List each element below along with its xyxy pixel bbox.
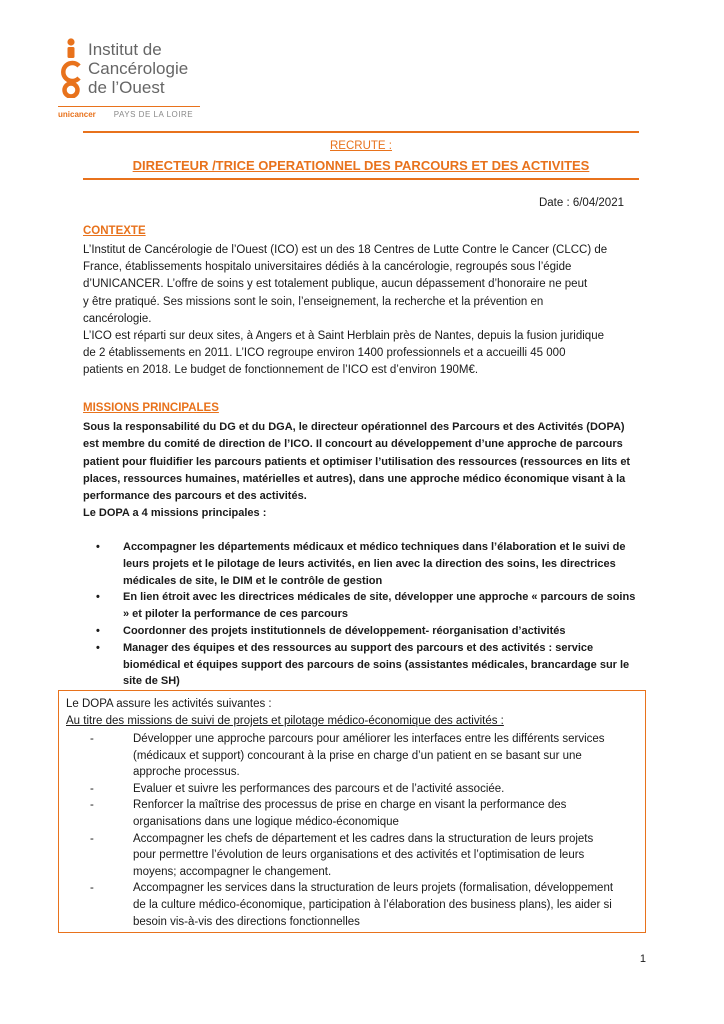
activities-intro: Le DOPA assure les activités suivantes :: [66, 698, 272, 710]
mission-bullet: [83, 640, 647, 690]
logo-name-line: Cancérologie: [88, 59, 189, 78]
bullet-line: En lien étroit avec les directrices médicales de site, développer une approche « parcours de soins: [123, 591, 636, 604]
activity-line: organisations dans une logique médico-économique: [133, 815, 399, 828]
ico-logo-mark-icon: [58, 38, 84, 98]
bullet-dot-icon: •: [96, 641, 100, 654]
missions-line: places, ressources humaines, matérielles et autres), dans une approche médico économique visant à la: [83, 472, 626, 485]
bullet-line: » et piloter la performance de ces parcours: [123, 608, 348, 621]
activity-line: Accompagner les services dans la structuration de leurs projets (formalisation, développement: [133, 882, 614, 895]
dash-marker-icon: -: [90, 882, 94, 895]
activity-line: Evaluer et suivre les performances des parcours et de l’activité associée.: [133, 782, 505, 795]
bullet-line: leurs projets et le pilotage de leurs activités, en lien avec la direction des soins, les directrices: [123, 557, 616, 570]
missions-bullet-list: [83, 539, 647, 690]
bullet-line: médicales de site, le DIM et le contrôle de gestion: [123, 574, 383, 587]
bullet-dot-icon: •: [96, 541, 100, 553]
contexte-heading: CONTEXTE: [83, 225, 146, 237]
dash-marker-icon: -: [90, 799, 94, 812]
activity-item: [84, 880, 644, 930]
bullet-line: site de SH): [123, 675, 180, 688]
contexte-line: d’UNICANCER. L’offre de soins y est totalement publique, aucun dépassement d’honoraire ne peut: [83, 278, 588, 291]
bullet-dot-icon: •: [96, 591, 100, 604]
ico-logo: [58, 38, 278, 128]
mission-bullet: [83, 623, 647, 640]
job-title: DIRECTEUR /TRICE OPERATIONNEL DES PARCOURS ET DES ACTIVITES: [132, 158, 590, 173]
unicancer-label: unicancer: [58, 110, 96, 119]
activity-item: [84, 781, 644, 798]
activity-item: [84, 797, 644, 830]
activities-subheading: Au titre des missions de suivi de projets et pilotage médico-économique des activités :: [66, 715, 504, 727]
missions-line: Le DOPA a 4 missions principales :: [83, 507, 267, 520]
contexte-line: France, établissements hospitalo universitaires dédiés à la cancérologie, regroupés sous l’égide: [83, 261, 572, 274]
missions-line: performance des parcours et des activités.: [83, 490, 307, 503]
activity-item: [84, 831, 644, 881]
dash-marker-icon: -: [90, 782, 94, 795]
mission-bullet: [83, 539, 647, 589]
logo-name-line: de l’Ouest: [88, 78, 165, 97]
contexte-line: patients en 2018. Le budget de fonctionnement de l’ICO est d’environ 190M€.: [83, 364, 479, 377]
activity-line: besoin vis-à-vis des directions fonctionnelles: [133, 915, 360, 928]
bullet-line: Accompagner les départements médicaux et médico techniques dans l’élaboration et le suivi de: [123, 541, 626, 553]
recrute-label: RECRUTE :: [330, 140, 392, 152]
logo-name-line: Institut de: [88, 40, 162, 59]
missions-intro: [83, 419, 647, 523]
header-rule-top: [83, 131, 639, 133]
logo-divider: [58, 106, 200, 107]
logo-network: [58, 110, 193, 119]
page-number: 1: [639, 953, 646, 965]
contexte-paragraph: [83, 242, 647, 380]
activities-list: [84, 731, 644, 930]
activities-box: [58, 690, 646, 933]
missions-heading: MISSIONS PRINCIPALES: [83, 402, 219, 414]
contexte-line: L’Institut de Cancérologie de l’Ouest (ICO) est un des 18 Centres de Lutte Contre le Cancer (CLCC) de: [83, 244, 608, 256]
contexte-line: L’ICO est réparti sur deux sites, à Angers et à Saint Herblain près de Nantes, depuis la fusion juridique: [83, 330, 604, 343]
bullet-line: biomédical et équipes support des parcours de soins (assistantes médicales, brancardage sur le: [123, 658, 630, 671]
region-label: PAYS DE LA LOIRE: [113, 110, 194, 119]
bullet-dot-icon: •: [96, 624, 100, 637]
activity-line: moyens; accompagner le changement.: [133, 865, 332, 878]
header-rule-bottom: [83, 178, 639, 180]
missions-line: patient pour fluidifier les parcours patients et optimiser l’utilisation des ressources (ressources en lits et: [83, 455, 631, 468]
missions-line: est membre du comité de direction de l’ICO. Il concourt au développement d’une approche de parcours: [83, 438, 623, 451]
activity-line: Accompagner les chefs de département et les cadres dans la structuration de leurs projets: [133, 832, 594, 845]
activity-line: (médicaux et support) concourant à la prise en charge d’un patient en se basant sur une: [133, 749, 582, 762]
activity-line: Renforcer la maîtrise des processus de prise en charge en visant la performance des: [133, 799, 567, 812]
contexte-line: y être pratiqué. Ses missions sont le soin, l’enseignement, la recherche et la prévention en: [83, 295, 544, 308]
document-date: Date : 6/04/2021: [538, 197, 624, 209]
activity-line: pour permettre l’évolution de leurs organisations et des activités et l’optimisation de leurs: [133, 849, 585, 862]
missions-line: Sous la responsabilité du DG et du DGA, le directeur opérationnel des Parcours et des Activités (DOPA): [83, 421, 625, 433]
bullet-line: Coordonner des projets institutionnels de développement- réorganisation d’activités: [123, 624, 566, 637]
bullet-line: Manager des équipes et des ressources au support des parcours et des activités : service: [123, 641, 594, 654]
contexte-line: cancérologie.: [83, 312, 152, 325]
ico-logo-name: [88, 40, 188, 97]
activity-line: Développer une approche parcours pour améliorer les interfaces entre les différents services: [133, 733, 605, 745]
activity-line: de la culture médico-économique, participation à l’élaboration des business plans), les aider si: [133, 898, 612, 911]
activity-item: [84, 731, 644, 781]
activity-line: approche processus.: [133, 766, 240, 779]
dash-marker-icon: -: [90, 733, 94, 745]
contexte-line: de 2 établissements en 2011. L’ICO regroupe environ 1400 professionnels et a accueilli 45 000: [83, 347, 566, 360]
mission-bullet: [83, 589, 647, 623]
dash-marker-icon: -: [90, 832, 94, 845]
